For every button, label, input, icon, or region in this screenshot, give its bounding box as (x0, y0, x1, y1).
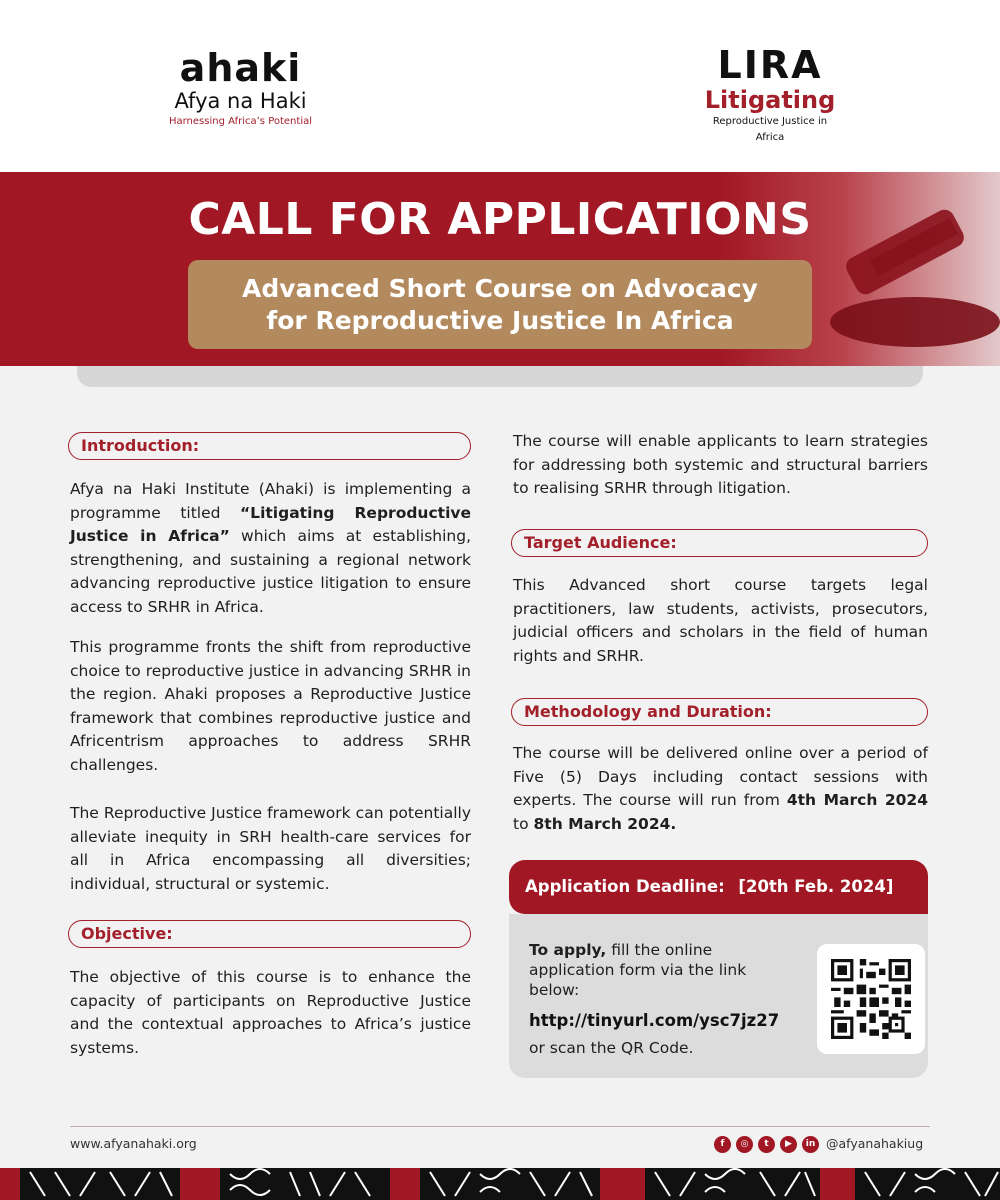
qr-code[interactable] (817, 944, 925, 1054)
lira-logo-wordmark: LIRA (717, 43, 823, 87)
banner-shadow-tab (77, 366, 923, 387)
introduction-heading: Introduction: (68, 432, 471, 460)
ahaki-logo-tagline: Harnessing Africa’s Potential (168, 116, 313, 127)
linkedin-icon[interactable]: in (802, 1136, 819, 1153)
footer-social-handle[interactable]: @afyanahakiug (826, 1136, 924, 1151)
decorative-pattern-strip (0, 1168, 1000, 1200)
target-audience-heading: Target Audience: (511, 529, 928, 557)
target-audience-text: This Advanced short course targets legal practitioners, law students, activists, prosecutors, judicial officers and scholars in the field of human rights and SRHR. (513, 576, 928, 665)
course-start-date: 4th March 2024 (786, 791, 929, 809)
page-title: CALL FOR APPLICATIONS (188, 194, 812, 245)
lira-logo-name: Litigating (704, 86, 836, 114)
footer-divider (70, 1126, 930, 1127)
qr-code-icon (831, 959, 911, 1039)
apply-instructions: To apply, fill the online application form via the link below: (529, 941, 747, 999)
deadline-label: Application Deadline: (525, 877, 725, 896)
twitter-icon[interactable]: t (758, 1136, 775, 1153)
ahaki-logo (168, 48, 313, 130)
introduction-paragraph-2: This programme fronts the shift from reproductive choice to reproductive justice in advancing SRHR in the region. Ahaki proposes a Reproductive Justice framework that combines reproductive justice and Africentrism approaches to address SRHR challenges. (70, 638, 471, 774)
programme-title: “Litigating Reproductive Justice in Africa” (70, 503, 471, 545)
application-link[interactable]: http://tinyurl.com/ysc7jz27 (529, 1011, 780, 1030)
introduction-paragraph-1: Afya na Haki Institute (Ahaki) is implementing a programme titled “Litigating Reproductive Justice in Africa” which aims at establishing, strengthening, and sustaining a regional network advancing reproductive justice litigation to ensure access to SRHR in Africa. (70, 480, 471, 616)
objective-heading: Objective: (68, 920, 471, 948)
deadline-value: [20th Feb. 2024] (738, 877, 894, 896)
ahaki-logo-wordmark: ahaki (179, 46, 302, 90)
gavel-base-image (830, 297, 1000, 347)
course-title-box (188, 260, 812, 349)
scan-qr-text: or scan the QR Code. (529, 1039, 694, 1057)
methodology-text: The course will be delivered online over a period of Five (5) Days including contact sessions with experts. The course will run from 4th March 2024 to 8th March 2024. (513, 744, 929, 833)
lira-logo (700, 44, 840, 146)
instagram-icon[interactable]: ◎ (736, 1136, 753, 1153)
course-title-line1: Advanced Short Course on Advocacy (242, 274, 758, 303)
ahaki-logo-name: Afya na Haki (174, 89, 307, 113)
youtube-icon[interactable]: ▶ (780, 1136, 797, 1153)
social-icons (714, 1136, 819, 1154)
introduction-paragraph-3: The Reproductive Justice framework can potentially alleviate inequity in SRH health-care services for all in Africa encompassing all diversities; individual, structural or systemic. (70, 804, 471, 893)
header (0, 0, 1000, 172)
course-end-date: 8th March 2024. (533, 814, 677, 833)
course-title-line2: for Reproductive Justice In Africa (266, 306, 734, 335)
apply-box (509, 914, 928, 1078)
footer-website-link[interactable]: www.afyanahaki.org (70, 1136, 197, 1151)
facebook-icon[interactable]: f (714, 1136, 731, 1153)
application-deadline-bar (509, 860, 928, 914)
lira-logo-tagline: Reproductive Justice in Africa (712, 116, 828, 143)
course-intro-text: The course will enable applicants to learn strategies for addressing both systemic and structural barriers to realising SRHR through litigation. (513, 432, 928, 497)
hero-banner (0, 172, 1000, 366)
objective-text: The objective of this course is to enhance the capacity of participants on Reproductive Justice and the contextual approaches to Africa’s justice systems. (70, 968, 471, 1057)
methodology-heading: Methodology and Duration: (511, 698, 928, 726)
